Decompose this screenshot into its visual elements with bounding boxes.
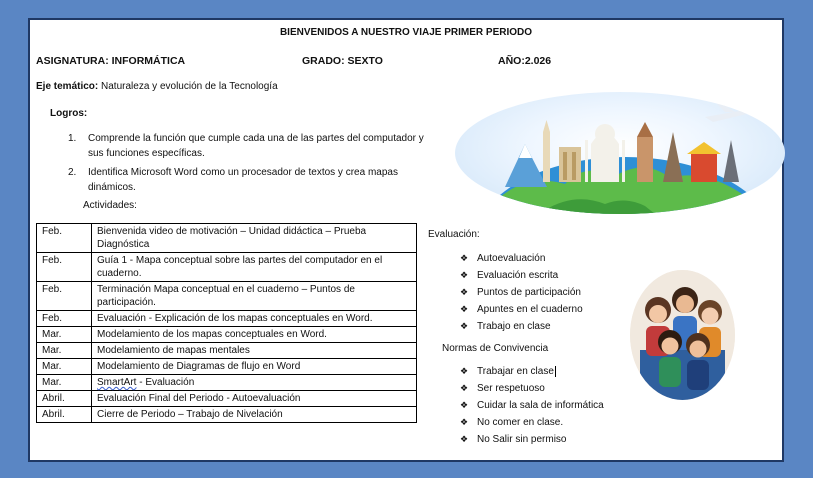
grado-label: GRADO: SEXTO [302, 55, 383, 67]
list-item-text: No comer en clase. [477, 417, 564, 428]
table-row [37, 375, 417, 391]
bullet-icon: ❖ [460, 417, 469, 427]
students-illustration [630, 270, 735, 400]
logro-item [68, 131, 438, 161]
smartart-word: SmartArt [97, 377, 137, 388]
table-row [37, 327, 417, 343]
table-row [37, 253, 417, 282]
list-item-text: Ser respetuoso [477, 383, 545, 394]
bullet-icon: ❖ [460, 321, 469, 331]
table-row [37, 391, 417, 407]
normas-heading: Normas de Convivencia [442, 343, 549, 354]
activity-cell [92, 375, 417, 391]
table-row [37, 359, 417, 375]
asignatura-label: ASIGNATURA: INFORMÁTICA [36, 55, 186, 67]
anio-label: AÑO:2.026 [498, 55, 552, 67]
eje-value: Naturaleza y evolución de la Tecnología [98, 81, 278, 92]
activity-cell: Bienvenida video de motivación – Unidad didáctica – Prueba Diagnóstica [92, 224, 417, 253]
logro-number: 2. [68, 167, 77, 178]
activity-cell: Terminación Mapa conceptual en el cuaderno – Puntos de participación. [92, 282, 417, 311]
eje-tematico [36, 81, 278, 92]
month-cell: Mar. [37, 343, 92, 359]
students-group-icon [630, 270, 735, 400]
month-cell: Mar. [37, 327, 92, 343]
table-row [37, 282, 417, 311]
bullet-icon: ❖ [460, 383, 469, 393]
logro-text: Identifica Microsoft Word como un procesador de textos y crea mapas dinámicos. [88, 167, 398, 193]
table-row [37, 224, 417, 253]
activity-cell: Modelamiento de mapas mentales [92, 343, 417, 359]
month-cell: Mar. [37, 359, 92, 375]
bullet-icon: ❖ [460, 304, 469, 314]
list-item [460, 318, 583, 335]
activity-cell: Cierre de Periodo – Trabajo de Nivelación [92, 407, 417, 423]
table-row [37, 407, 417, 423]
bullet-icon: ❖ [460, 253, 469, 263]
list-item-text: Evaluación escrita [477, 270, 559, 281]
table-row [37, 311, 417, 327]
logros-heading: Logros: [50, 108, 88, 119]
month-cell: Feb. [37, 282, 92, 311]
bullet-icon: ❖ [460, 434, 469, 444]
month-cell: Mar. [37, 375, 92, 391]
bullet-icon: ❖ [460, 287, 469, 297]
month-cell: Feb. [37, 311, 92, 327]
activity-cell: Evaluación - Explicación de los mapas conceptuales en Word. [92, 311, 417, 327]
bullet-icon: ❖ [460, 366, 469, 376]
logro-text: Comprende la función que cumple cada una de las partes del computador y sus funciones específicas. [88, 133, 424, 159]
page-title: BIENVENIDOS A NUESTRO VIAJE PRIMER PERIODO [279, 27, 533, 38]
list-item [460, 431, 604, 448]
bullet-icon: ❖ [460, 400, 469, 410]
evaluacion-list [460, 250, 583, 335]
list-item [460, 414, 604, 431]
list-item [460, 397, 604, 414]
table-row [37, 343, 417, 359]
activity-cell: Modelamiento de los mapas conceptuales en Word. [92, 327, 417, 343]
eje-label: Eje temático: [36, 81, 99, 92]
list-item [460, 284, 583, 301]
activity-cell: Modelamiento de Diagramas de flujo en Word [92, 359, 417, 375]
list-item-text: No Salir sin permiso [477, 434, 567, 445]
actividades-heading: Actividades: [83, 200, 137, 211]
list-item [460, 301, 583, 318]
list-item [460, 380, 604, 397]
normas-list [460, 363, 604, 448]
evaluacion-heading: Evaluación: [428, 229, 480, 240]
activity-cell: Evaluación Final del Periodo - Autoevaluación [92, 391, 417, 407]
document-page [28, 18, 784, 462]
logro-number: 1. [68, 133, 77, 144]
list-item [460, 267, 583, 284]
globe-landmarks-icon [455, 92, 785, 214]
list-item-text: Trabajo en clase [477, 321, 551, 332]
month-cell: Abril. [37, 407, 92, 423]
actividades-table [36, 223, 417, 423]
list-item-text[interactable]: Trabajar en clase [477, 366, 554, 377]
activity-cell: Guía 1 - Mapa conceptual sobre las partes del computador en el cuaderno. [92, 253, 417, 282]
month-cell: Abril. [37, 391, 92, 407]
activity-rest: - Evaluación [136, 377, 195, 388]
world-travel-illustration [455, 92, 785, 214]
list-item [460, 250, 583, 267]
month-cell: Feb. [37, 224, 92, 253]
month-cell: Feb. [37, 253, 92, 282]
list-item-text: Autoevaluación [477, 253, 546, 264]
list-item-text: Puntos de participación [477, 287, 581, 298]
logros-list [68, 131, 438, 199]
logro-item [68, 165, 438, 195]
list-item-text: Cuidar la sala de informática [477, 400, 604, 411]
bullet-icon: ❖ [460, 270, 469, 280]
list-item [460, 363, 604, 380]
list-item-text: Apuntes en el cuaderno [477, 304, 583, 315]
